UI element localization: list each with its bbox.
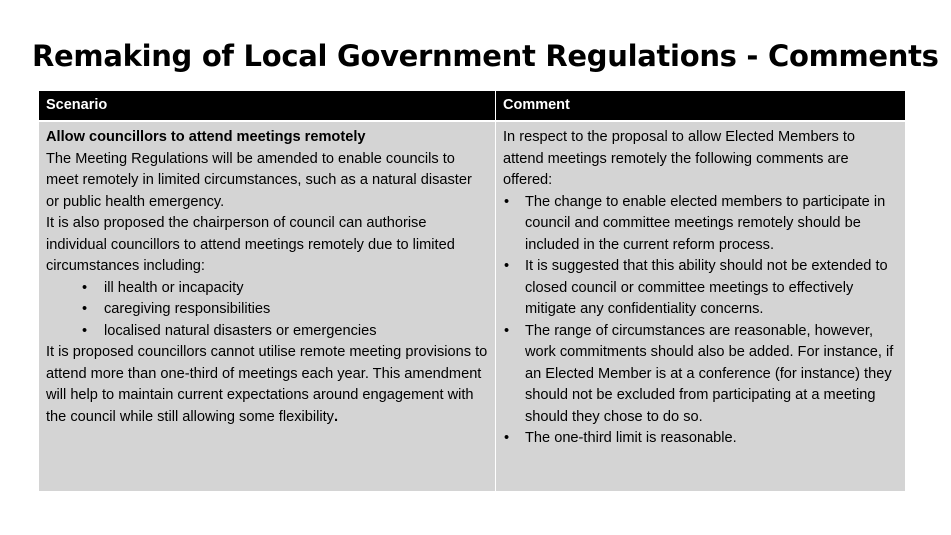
comment-list (503, 192, 898, 450)
list-item: • The range of circumstances are reasonable, however, work commitments should also be added. For instance, if an Elected Member is at a conference (for instance) they should not be excluded from participating at a meeting should they chose to do so. (503, 321, 898, 429)
list-item: • localised natural disasters or emergencies (82, 321, 488, 343)
scenario-paragraph-3-text: It is proposed councillors cannot utilise remote meeting provisions to attend more than one-third of meetings each year. This amendment will help to maintain current expectations around engagement with the council while still allowing some flexibility (46, 344, 488, 425)
circumstances-list (46, 278, 488, 343)
list-item: • ill health or incapacity (82, 278, 488, 300)
comments-table (39, 91, 905, 491)
scenario-paragraph-3 (46, 342, 488, 428)
scenario-paragraph-3-end: . (333, 408, 339, 425)
scenario-cell (39, 120, 496, 491)
header-scenario: Scenario (39, 91, 496, 120)
list-item: • The one-third limit is reasonable. (503, 428, 898, 450)
page-title: Remaking of Local Government Regulations - Comments (32, 39, 939, 73)
scenario-heading: Allow councillors to attend meetings remotely (46, 129, 366, 145)
list-item: • caregiving responsibilities (82, 299, 488, 321)
comment-cell (496, 120, 905, 491)
scenario-paragraph-1: The Meeting Regulations will be amended to enable councils to meet remotely in limited circumstances, such as a natural disaster or public health emergency. (46, 150, 472, 210)
header-comment: Comment (496, 91, 905, 120)
comment-intro: In respect to the proposal to allow Elected Members to attend meetings remotely the following comments are offered: (503, 129, 856, 188)
list-item: • It is suggested that this ability should not be extended to closed council or committee meetings to effectively mitigate any confidentiality concerns. (503, 256, 898, 321)
list-item: • The change to enable elected members to participate in council and committee meetings remotely should be included in the current reform process. (503, 192, 898, 257)
scenario-paragraph-2: It is also proposed the chairperson of council can authorise individual councillors to attend meetings remotely due to limited circumstances including: (46, 215, 455, 274)
